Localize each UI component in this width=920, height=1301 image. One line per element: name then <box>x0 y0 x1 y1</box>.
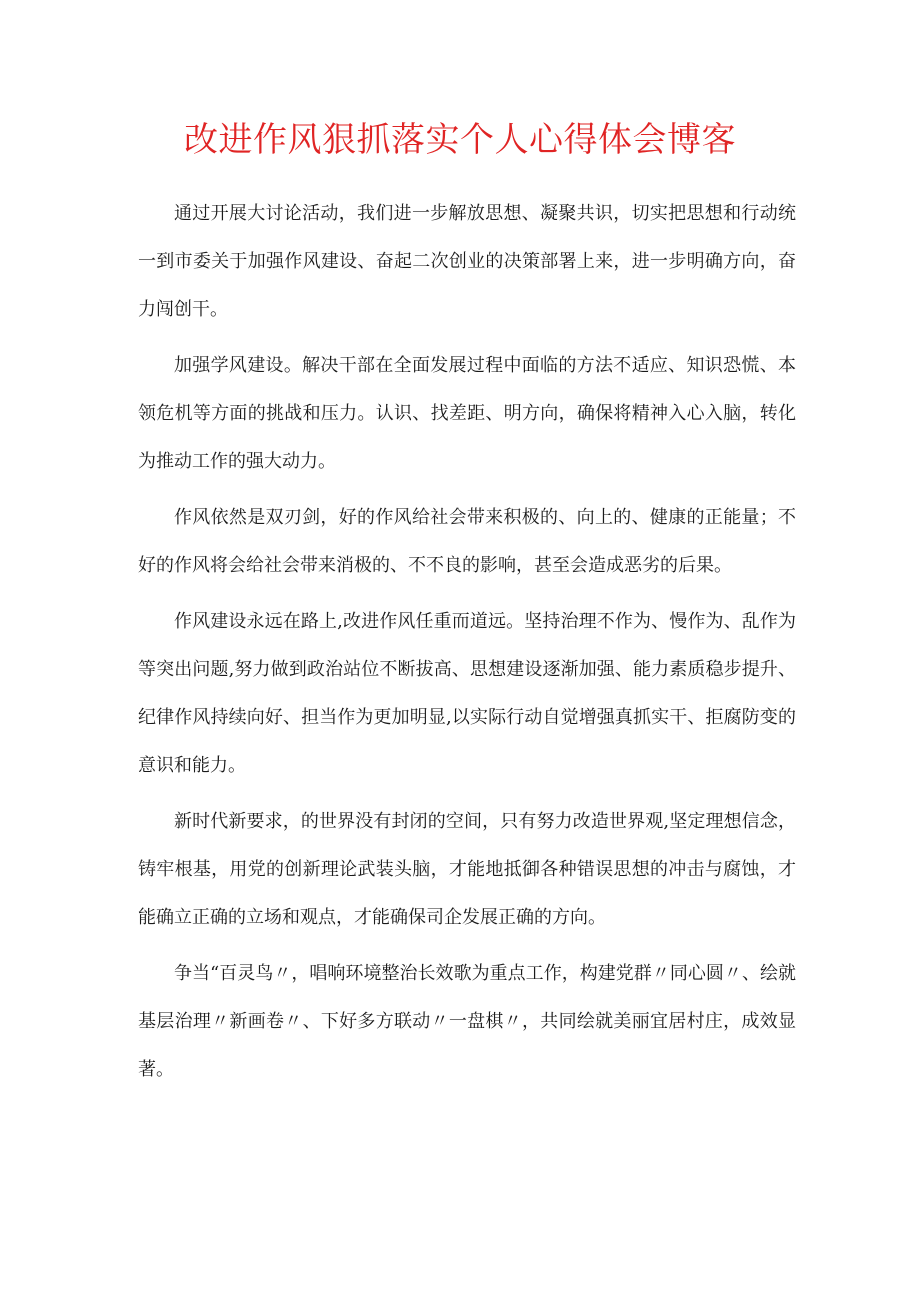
paragraph: 新时代新要求，的世界没有封闭的空间，只有努力改造世界观,坚定理想信念，铸牢根基，用党的创新理论武装头脑，才能地抵御各种错误思想的冲击与腐蚀，才能确立正确的立场和观点，才能确保司企发展正确的方向。 <box>138 811 796 928</box>
document-title: 改进作风狠抓落实个人心得体会博客 <box>184 120 736 160</box>
paragraph: 通过开展大讨论活动，我们进一步解放思想、凝聚共识，切实把思想和行动统一到市委关于加强作风建设、奋起二次创业的决策部署上来，进一步明确方向，奋力闯创干。 <box>138 203 796 320</box>
document-body <box>138 190 796 1102</box>
paragraph: 作风建设永远在路上,改进作风任重而道远。坚持治理不作为、慢作为、乱作为等突出问题,努力做到政治站位不断拔高、思想建设逐渐加强、能力素质稳步提升、纪律作风持续向好、担当作为更加明显,以实际行动自觉增强真抓实干、拒腐防变的意识和能力。 <box>138 611 796 776</box>
paragraph: 作风依然是双刃剑，好的作风给社会带来积极的、向上的、健康的正能量；不好的作风将会给社会带来消极的、不不良的影响，甚至会造成恶劣的后果。 <box>138 507 796 576</box>
paragraph: 加强学风建设。解决干部在全面发展过程中面临的方法不适应、知识恐慌、本领危机等方面的挑战和压力。认识、找差距、明方向，确保将精神入心入脑，转化为推动工作的强大动力。 <box>138 355 796 472</box>
paragraph: 争当“百灵鸟〃，唱响环境整治长效歌为重点工作，构建党群〃同心圆〃、绘就基层治理〃新画卷〃、下好多方联动〃一盘棋〃，共同绘就美丽宜居村庄，成效显著。 <box>138 963 796 1080</box>
